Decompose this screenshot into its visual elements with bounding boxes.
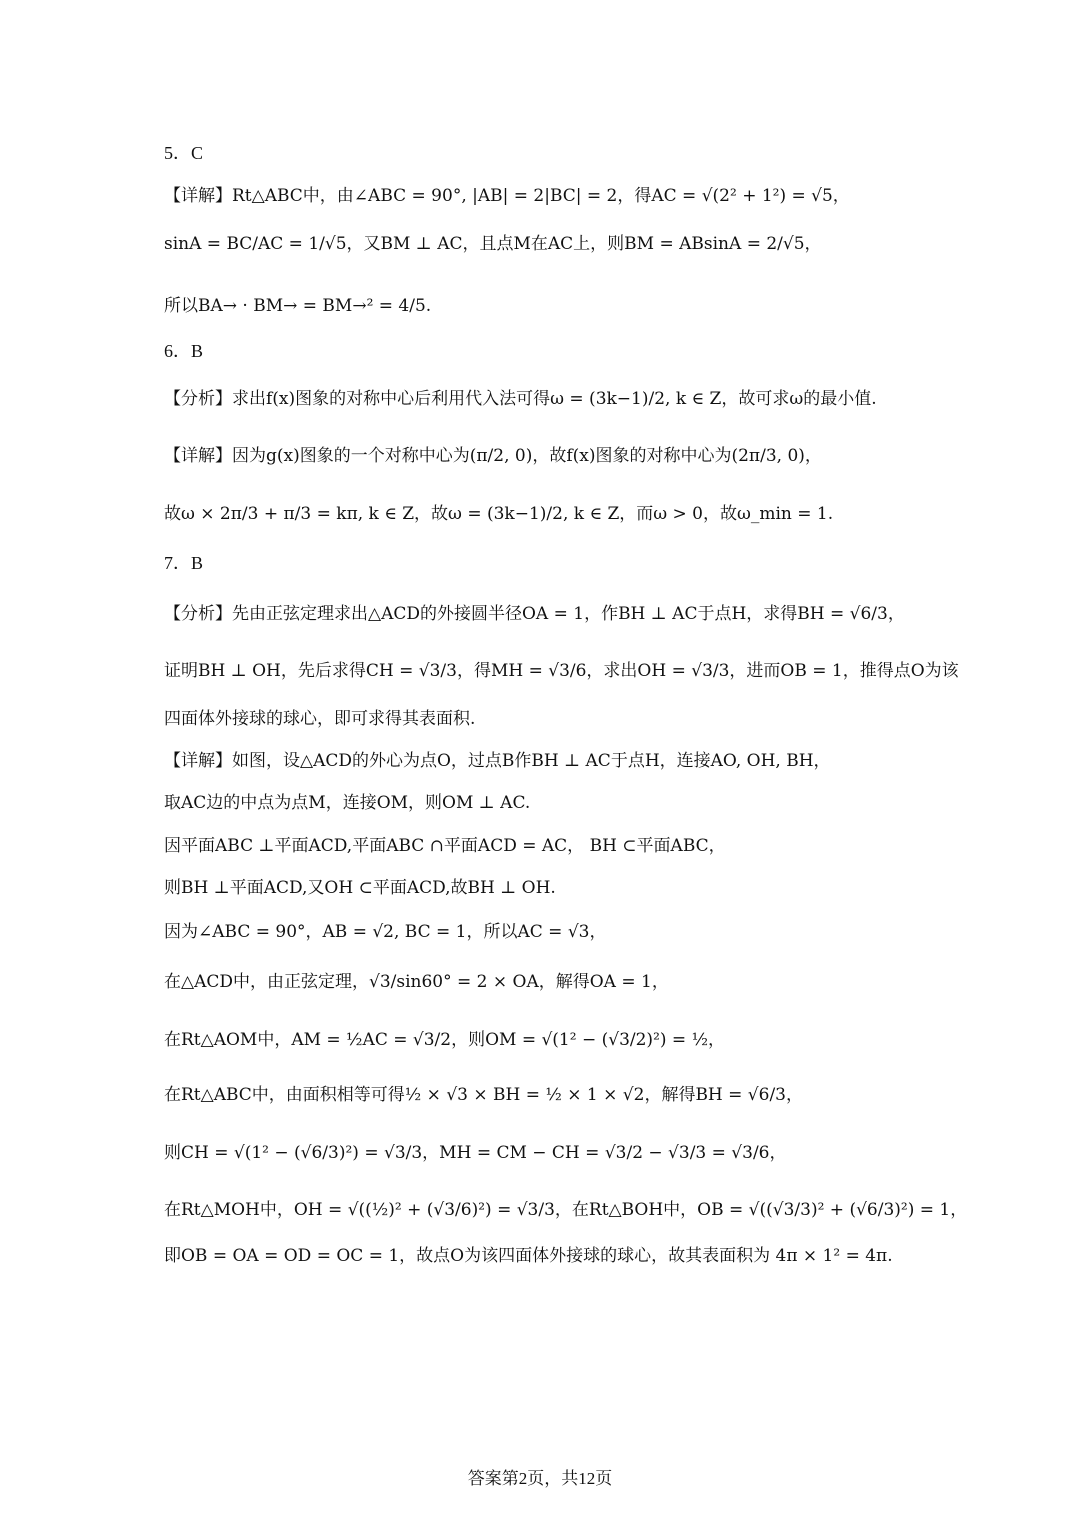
q6-analysis: 【分析】求出f(x)图象的对称中心后利用代入法可得ω = (3k−1)/2, k ∈ Z，故可求ω的最小值. (164, 389, 877, 409)
q5-detail-line-2: sinA = BC/AC = 1/√5，又BM ⊥ AC，且点M在AC上，则BM = ABsinA = 2/√5， (164, 234, 822, 254)
q7-answer: 7．B (164, 553, 204, 573)
q7-analysis-line-2: 证明BH ⊥ OH，先后求得CH = √3/3，得MH = √3/6，求出OH = √3/3，进而OB = 1，推得点O为该 (164, 661, 959, 681)
q5-answer: 5．C (164, 143, 204, 163)
q5-detail-line-3: 所以BA→ · BM→ = BM→² = 4/5. (164, 296, 432, 316)
q7-detail-line-5: 因为∠ABC = 90°，AB = √2, BC = 1，所以AC = √3， (164, 922, 607, 942)
q7-detail-line-10: 在Rt△MOH中，OH = √((½)² + (√3/6)²) = √3/3，在Rt△BOH中，OB = √((√3/3)² + (√6/3)²) = 1， (164, 1200, 968, 1220)
q7-detail-line-9: 则CH = √(1² − (√6/3)²) = √3/3，MH = CM − CH = √3/2 − √3/3 = √3/6， (164, 1143, 787, 1163)
q5-detail-line-1: 【详解】Rt△ABC中，由∠ABC = 90°, |AB| = 2|BC| = 2，得AC = √(2² + 1²) = √5， (164, 186, 850, 206)
q7-detail-line-11: 即OB = OA = OD = OC = 1，故点O为该四面体外接球的球心，故其表面积为 4π × 1² = 4π. (164, 1246, 893, 1266)
q7-analysis-line-1: 【分析】先由正弦定理求出△ACD的外接圆半径OA = 1，作BH ⊥ AC于点H，求得BH = √6/3， (164, 604, 905, 624)
q7-analysis-line-3: 四面体外接球的球心，即可求得其表面积. (164, 709, 476, 729)
q7-detail-line-4: 则BH ⊥平面ACD,又OH ⊂平面ACD,故BH ⊥ OH. (164, 878, 556, 898)
q6-detail-line-2: 故ω × 2π/3 + π/3 = kπ, k ∈ Z，故ω = (3k−1)/2, k ∈ Z，而ω > 0，故ω_min = 1. (164, 504, 834, 524)
q7-detail-line-2: 取AC边的中点为点M，连接OM，则OM ⊥ AC. (164, 793, 531, 813)
q7-detail-line-3: 因平面ABC ⊥平面ACD,平面ABC ∩平面ACD = AC， BH ⊂平面ABC， (164, 836, 726, 856)
q6-answer: 6．B (164, 341, 204, 361)
q7-detail-line-8: 在Rt△ABC中，由面积相等可得½ × √3 × BH = ½ × 1 × √2，解得BH = √6/3， (164, 1085, 804, 1105)
q6-detail-line-1: 【详解】因为g(x)图象的一个对称中心为(π/2, 0)，故f(x)图象的对称中心为(2π/3, 0)， (164, 446, 822, 466)
q7-detail-line-6: 在△ACD中，由正弦定理，√3/sin60° = 2 × OA，解得OA = 1， (164, 972, 669, 992)
page-footer: 答案第2页，共12页 (467, 1469, 613, 1488)
q7-detail-line-7: 在Rt△AOM中，AM = ½AC = √3/2，则OM = √(1² − (√3/2)²) = ½， (164, 1030, 726, 1050)
q7-detail-line-1: 【详解】如图，设△ACD的外心为点O，过点B作BH ⊥ AC于点H，连接AO, OH, BH， (164, 751, 831, 771)
